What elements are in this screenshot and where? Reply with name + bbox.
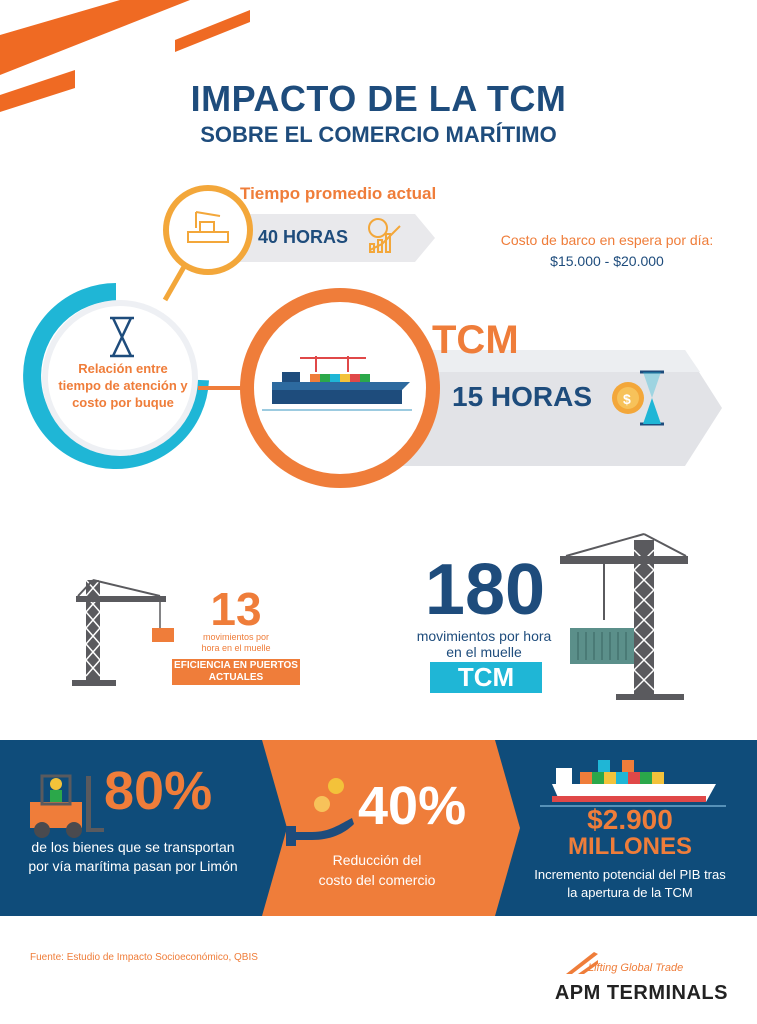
relation-text: Relación entre tiempo de atención y costo por buque <box>58 361 188 410</box>
cost-label: Costo de barco en espera por día: <box>500 232 714 248</box>
tcm-moves-caption: movimientos por hora en el muelle <box>416 628 552 660</box>
tcm-moves-number: 180 <box>424 550 546 630</box>
page-subtitle: SOBRE EL COMERCIO MARÍTIMO <box>200 122 557 147</box>
gdp-value: $2.900 <box>587 804 673 835</box>
current-moves-caption: movimientos por hora en el muelle <box>201 632 271 653</box>
tcm-hours: 15 HORAS <box>452 381 593 412</box>
current-efficiency-badge: EFICIENCIA EN PUERTOS ACTUALES <box>172 659 300 685</box>
goods-percent: 80% <box>104 761 213 821</box>
big-crane-icon <box>560 534 688 700</box>
cost-block <box>472 230 742 272</box>
gdp-text: Incremento potencial del PIB tras la apertura de la TCM <box>534 867 726 900</box>
svg-text:$: $ <box>623 391 631 407</box>
current-time-label: Tiempo promedio actual <box>240 184 437 203</box>
tagline: Lifting Global Trade <box>588 962 684 974</box>
current-moves-number: 13 <box>210 583 262 635</box>
forklift-icon <box>30 776 104 838</box>
page-title: IMPACTO DE LA TCM <box>190 78 567 119</box>
tcm-label: TCM <box>432 318 519 362</box>
small-crane-icon <box>72 580 174 686</box>
brand-name: APM TERMINALS <box>554 982 728 1004</box>
goods-text: de los bienes que se transportan por vía marítima pasan por Limón <box>28 839 238 874</box>
cost-value: $15.000 - $20.000 <box>550 253 664 269</box>
current-hours: 40 HORAS <box>258 227 349 247</box>
ship-icon <box>540 760 726 806</box>
cost-reduction-percent: 40% <box>358 776 467 836</box>
gdp-unit: MILLONES <box>568 833 692 860</box>
cost-reduction-text: Reducción del costo del comercio <box>318 852 436 888</box>
source-note: Fuente: Estudio de Impacto Socioeconómico, QBIS <box>30 952 258 963</box>
cranes-illustration <box>0 520 757 735</box>
tcm-badge: TCM <box>430 662 542 693</box>
